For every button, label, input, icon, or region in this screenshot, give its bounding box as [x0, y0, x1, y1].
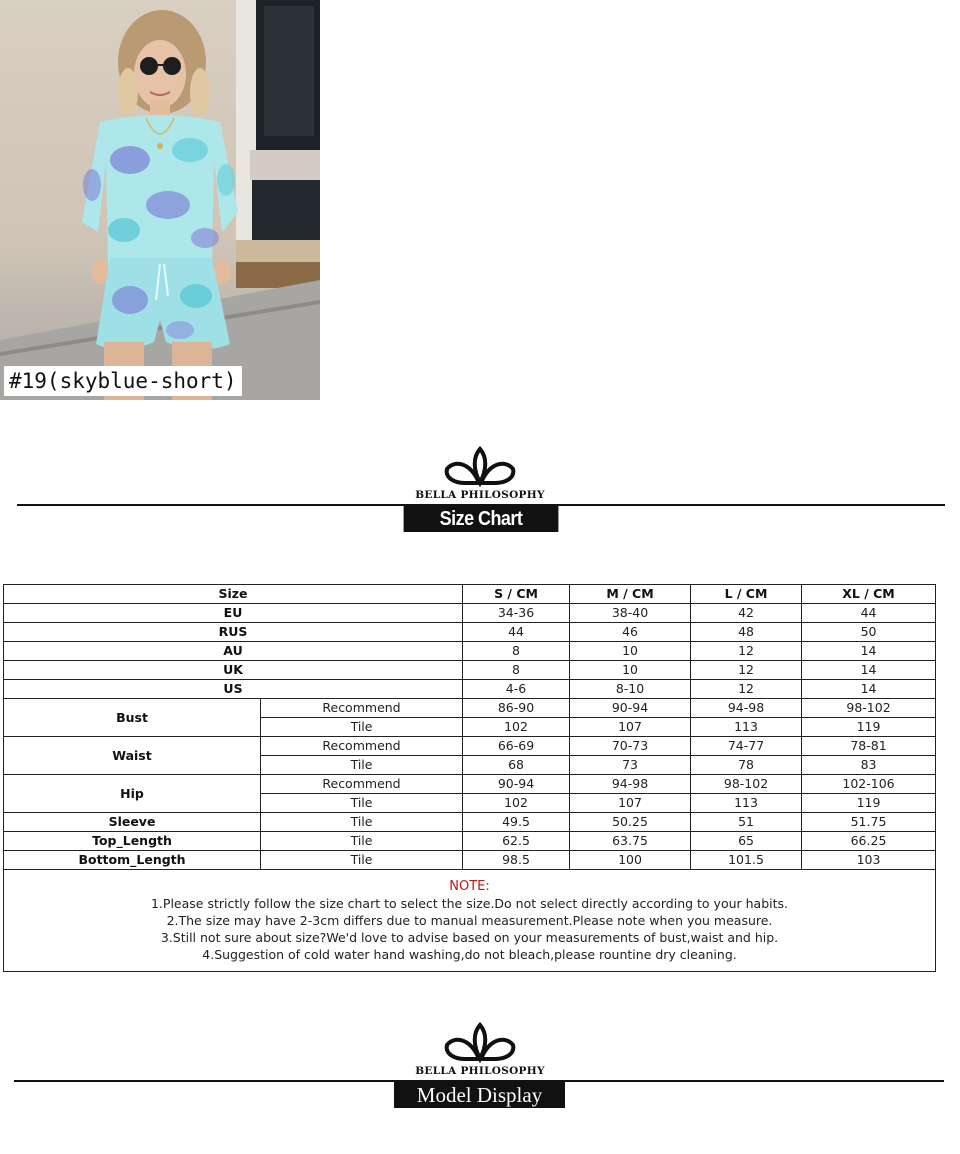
row-group-label: Bust	[4, 699, 261, 737]
note-line: 2.The size may have 2-3cm differs due to manual measurement.Please note when you measure.	[166, 913, 773, 928]
table-cell: 102	[463, 718, 570, 737]
table-cell: 48	[691, 623, 802, 642]
product-variant-caption: #19(skyblue-short)	[4, 366, 242, 396]
table-cell: 51.75	[802, 813, 936, 832]
note-title: NOTE:	[449, 879, 490, 894]
brand-name: BELLA PHILOSOPHY	[415, 1065, 545, 1077]
table-cell: 73	[570, 756, 691, 775]
table-row	[4, 832, 936, 851]
size-note	[4, 870, 936, 972]
table-cell: 14	[802, 642, 936, 661]
table-cell: 107	[570, 794, 691, 813]
table-cell: 94-98	[691, 699, 802, 718]
table-cell: 68	[463, 756, 570, 775]
size-chart-table	[3, 584, 936, 972]
column-header: S / CM	[463, 585, 570, 604]
table-row	[4, 604, 936, 623]
table-cell: 50	[802, 623, 936, 642]
table-row	[4, 775, 936, 794]
table-cell: 103	[802, 851, 936, 870]
column-header: M / CM	[570, 585, 691, 604]
table-cell: 12	[691, 642, 802, 661]
table-cell: 101.5	[691, 851, 802, 870]
note-line: 1.Please strictly follow the size chart to select the size.Do not select directly according to your habits.	[150, 896, 789, 911]
table-cell: 4-6	[463, 680, 570, 699]
table-cell: 113	[691, 718, 802, 737]
note-line: 4.Suggestion of cold water hand washing,do not bleach,please rountine dry cleaning.	[202, 947, 737, 962]
table-row	[4, 813, 936, 832]
table-cell: 102	[463, 794, 570, 813]
table-cell: 14	[802, 661, 936, 680]
table-cell: 38-40	[570, 604, 691, 623]
brand-name: BELLA PHILOSOPHY	[415, 489, 545, 501]
table-cell: 62.5	[463, 832, 570, 851]
table-cell: 83	[802, 756, 936, 775]
table-cell: 86-90	[463, 699, 570, 718]
product-photo	[0, 0, 320, 400]
measure-type: Tile	[261, 851, 463, 870]
table-cell: 44	[463, 623, 570, 642]
lotus-logo-icon	[443, 1019, 517, 1063]
table-cell: 90-94	[463, 775, 570, 794]
table-cell: 8	[463, 642, 570, 661]
row-label: RUS	[4, 623, 463, 642]
column-header: L / CM	[691, 585, 802, 604]
measure-type: Tile	[261, 718, 463, 737]
table-cell: 98.5	[463, 851, 570, 870]
measure-type: Recommend	[261, 775, 463, 794]
table-header-row	[4, 585, 936, 604]
table-cell: 63.75	[570, 832, 691, 851]
lotus-logo-icon	[443, 443, 517, 487]
table-cell: 119	[802, 794, 936, 813]
table-cell: 74-77	[691, 737, 802, 756]
table-cell: 46	[570, 623, 691, 642]
measure-type: Tile	[261, 794, 463, 813]
table-cell: 78-81	[802, 737, 936, 756]
table-cell: 66-69	[463, 737, 570, 756]
row-label: Top_Length	[4, 832, 261, 851]
table-cell: 119	[802, 718, 936, 737]
column-header: Size	[4, 585, 463, 604]
table-cell: 49.5	[463, 813, 570, 832]
table-cell: 44	[802, 604, 936, 623]
table-row	[4, 737, 936, 756]
measure-type: Tile	[261, 756, 463, 775]
row-group-label: Hip	[4, 775, 261, 813]
table-cell: 42	[691, 604, 802, 623]
row-group-label: Waist	[4, 737, 261, 775]
row-label: UK	[4, 661, 463, 680]
table-cell: 50.25	[570, 813, 691, 832]
table-cell: 14	[802, 680, 936, 699]
table-row	[4, 642, 936, 661]
measure-type: Recommend	[261, 699, 463, 718]
measure-type: Tile	[261, 832, 463, 851]
table-cell: 102-106	[802, 775, 936, 794]
table-cell: 65	[691, 832, 802, 851]
table-cell: 8-10	[570, 680, 691, 699]
table-cell: 12	[691, 661, 802, 680]
row-label: EU	[4, 604, 463, 623]
size-chart-title: Size Chart	[404, 506, 559, 532]
table-cell: 98-102	[691, 775, 802, 794]
table-cell: 98-102	[802, 699, 936, 718]
woman-in-tie-dye-set-photo	[0, 0, 320, 400]
table-cell: 113	[691, 794, 802, 813]
table-cell: 10	[570, 661, 691, 680]
table-row	[4, 680, 936, 699]
row-label: AU	[4, 642, 463, 661]
table-cell: 66.25	[802, 832, 936, 851]
table-cell: 78	[691, 756, 802, 775]
table-cell: 34-36	[463, 604, 570, 623]
table-row	[4, 661, 936, 680]
model-display-title: Model Display	[394, 1082, 565, 1108]
note-line: 3.Still not sure about size?We'd love to advise based on your measurements of bust,waist and hip.	[160, 930, 779, 945]
note-row	[4, 870, 936, 972]
table-cell: 107	[570, 718, 691, 737]
measure-type: Tile	[261, 813, 463, 832]
table-cell: 94-98	[570, 775, 691, 794]
table-cell: 8	[463, 661, 570, 680]
table-cell: 90-94	[570, 699, 691, 718]
row-label: Sleeve	[4, 813, 261, 832]
table-row	[4, 623, 936, 642]
measure-type: Recommend	[261, 737, 463, 756]
table-row	[4, 699, 936, 718]
table-cell: 12	[691, 680, 802, 699]
table-row	[4, 851, 936, 870]
column-header: XL / CM	[802, 585, 936, 604]
table-cell: 100	[570, 851, 691, 870]
table-cell: 70-73	[570, 737, 691, 756]
row-label: US	[4, 680, 463, 699]
table-cell: 51	[691, 813, 802, 832]
row-label: Bottom_Length	[4, 851, 261, 870]
table-cell: 10	[570, 642, 691, 661]
